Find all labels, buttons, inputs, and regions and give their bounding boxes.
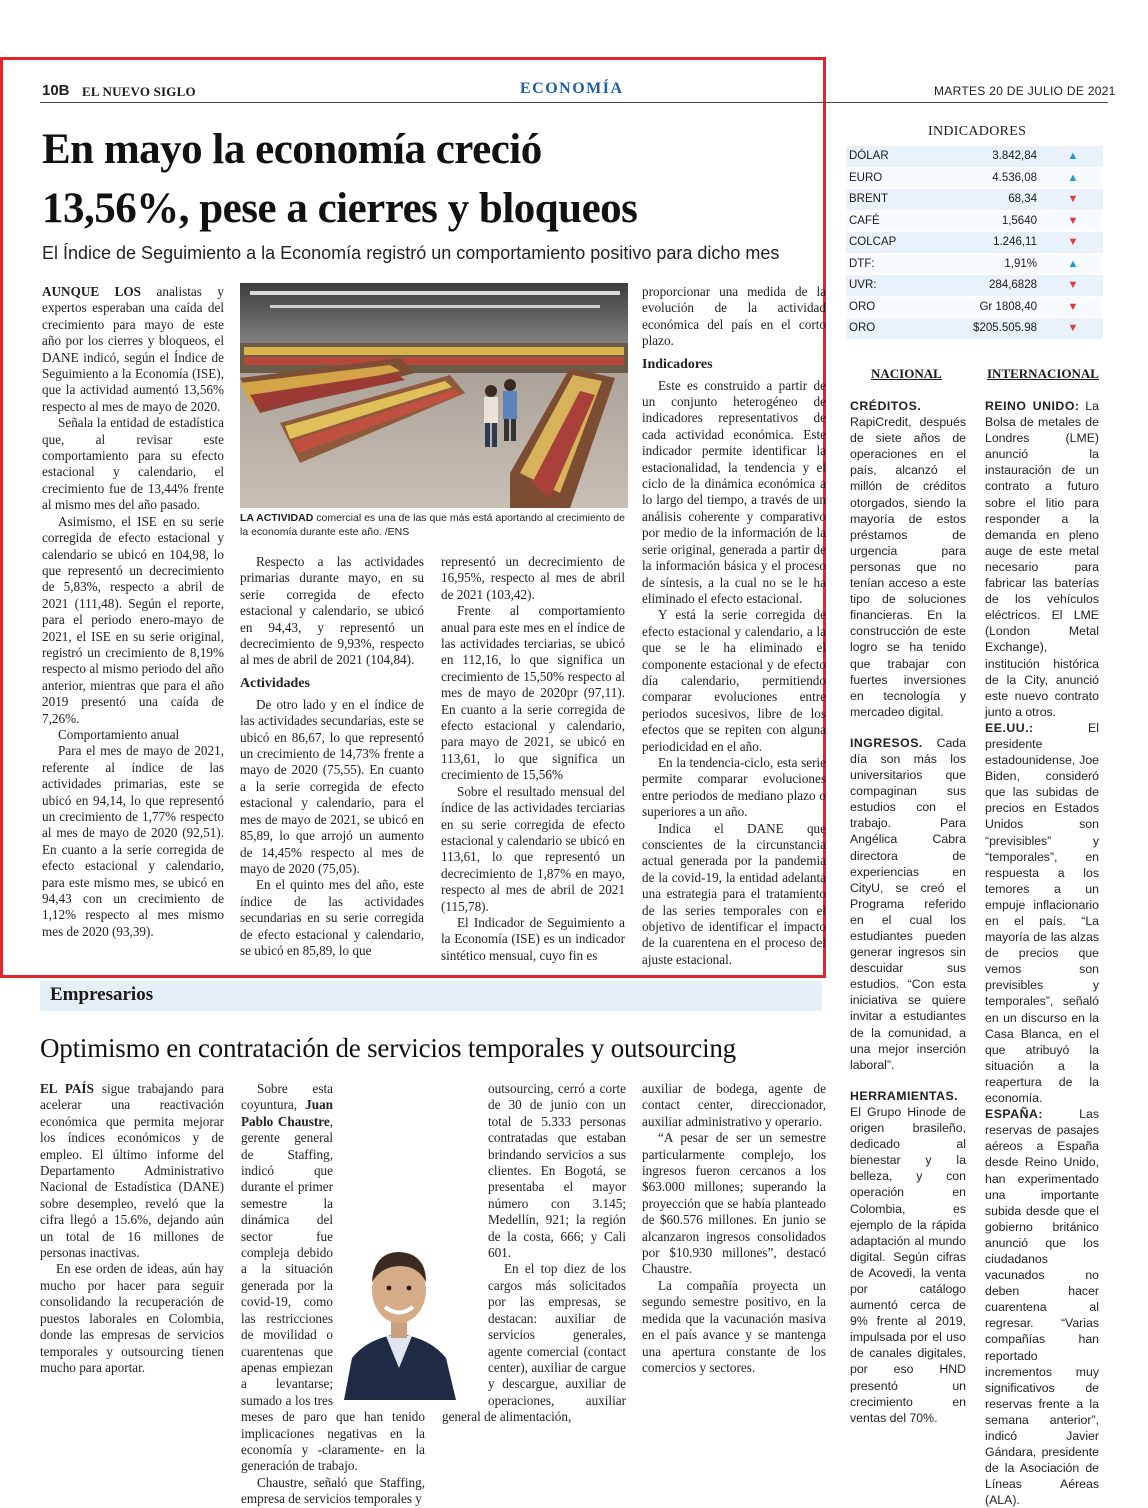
down-arrow-icon: ▼ (1067, 300, 1079, 313)
indicator-trend (1043, 189, 1103, 211)
empresarios-column-1 (40, 1081, 224, 1376)
indicator-row (846, 232, 1103, 254)
indicator-value: $205.505.98 (929, 318, 1043, 340)
article-column-3 (441, 554, 625, 964)
main-headline (42, 120, 822, 238)
paragraph: Y está la serie corregida de efecto estacional y calendario, a la que se le ha eliminado el componente estacional y de efecto día calendario, permitiendo comparar evoluciones entre periodos sucesivos, libre de los efectos que se repiten con alguna periodicidad en el año. (642, 607, 826, 754)
paragraph: Asimismo, el ISE en su serie corregida de efecto estacional y calendario se ubicó en 104,98, lo que representó un decrecimiento de 5,83%, respecto a abril de 2021 (111,48). Según el reporte, para el periodo enero-mayo de 2021, el ISE en su serie original, registró un crecimiento de 8,19% respecto al mismo periodo del año anterior, mientras que para el año 2019 presentó una caída de 7,26%. (42, 513, 224, 726)
down-arrow-icon: ▼ (1067, 193, 1079, 206)
brief-item: HERRAMIENTAS. El Grupo Hinode de origen brasileño, dedicado al bienestar y la belleza, y con operación en Colombia, es ejemplo de la rápida adaptación al mundo digital. Según cifras de Acovedi, la venta por catálogo aumentó cerca de 9% frente al 2019, impulsada por el uso de canales digitales, por eso HND presentó un crecimiento en ventas del 70%. (850, 1088, 966, 1425)
down-arrow-icon: ▼ (1067, 279, 1079, 292)
paragraph: Frente al comportamiento anual para este mes en el índice de las actividades terciarias, se ubicó en 112,16, lo que significa un crecimiento de 15,50% respecto al mes de mayo de 2020pr (97,11). En cuanto a la serie corregida de efecto estacional y calendario, para mayo de 2021, se ubicó en 113,61, lo que significa un crecimiento de 15,56% (441, 603, 625, 783)
brief-item: CRÉDITOS. RapiCredit, después de siete años de operaciones en el país, alcanzó el millón de créditos otorgados, siendo la mayoría de estos préstamos de urgencia para personas que no tenían acceso a este tipo de soluciones financieras. En la construcción de este logro se ha tenido que trabajar con fuertes inversiones en tecnología y mercadeo digital. (850, 399, 966, 719)
indicator-value: 284,6828 (929, 275, 1043, 297)
headline-line-1: En mayo la economía creció (42, 126, 542, 173)
paragraph: En la tendencia-ciclo, esta serie permite comparar evoluciones entre periodos de mediano plazo o superiores a un año. (642, 754, 826, 820)
article-column-4 (642, 284, 826, 968)
subheading: Indicadores (642, 356, 713, 372)
indicators-title: INDICADORES (928, 124, 1027, 139)
photo-caption: LA ACTIVIDAD comercial es una de las que más está aportando al crecimiento de la economía durante este año. /ENS (240, 512, 625, 538)
indicator-value: 68,34 (929, 189, 1043, 211)
empresarios-band (40, 981, 822, 1011)
down-arrow-icon: ▼ (1067, 236, 1079, 249)
indicator-row (846, 318, 1103, 340)
indicator-name: ORO (846, 296, 929, 318)
page-number: 10B (42, 82, 70, 99)
paragraph: El Indicador de Seguimiento a la Economía (ISE) es un indicador sintético mensual, cuyo fin es (441, 914, 625, 963)
indicator-name: CAFÉ (846, 210, 929, 232)
paragraph: “A pesar de ser un semestre particularmente complejo, los ingresos fueron cercanos a los $63.000 millones; superando la proyección que se había planteado de $60.576 millones. En junio se alcanzaron ingresos consolidados por $10.930 millones”, destacó Chaustre. (642, 1130, 826, 1277)
paragraph: Para el mes de mayo de 2021, referente al índice de las actividades primarias, este se ubicó en 94,14, lo que representó un crecimiento de 1,77% respecto al mes de mayo de 2020 (92,51). En cuanto a la serie corregida de efecto estacional y calendario, para este mismo mes, se ubicó en 94,43 con un crecimiento de 1,12% respecto al mes mismo mes de 2020 (93,39). (42, 743, 224, 939)
indicator-name: COLCAP (846, 232, 929, 254)
indicator-name: BRENT (846, 189, 929, 211)
indicator-trend (1043, 253, 1103, 275)
indicator-trend (1043, 167, 1103, 189)
paragraph: proporcionar una medida de la evolución de la actividad económica del país en el corto plazo. (642, 284, 826, 349)
paragraph: AUNQUE LOS analistas y expertos esperaban una caída del crecimiento para mayo de este año por los cierres y bloqueos, el DANE indicó, según el Índice de Seguimiento a la Economía (ISE), que la actividad aumentó 13,56% respecto al mes de mayo de 2020. (42, 284, 224, 414)
header-rule (40, 102, 1108, 103)
subheading: Actividades (240, 675, 310, 691)
up-arrow-icon: ▲ (1067, 150, 1079, 163)
paragraph: Sobre esta coyuntura, Juan Pablo Chaustre, gerente general de Staffing, indicó que durante el primer semestre la dinámica del sector fue compleja debido a la situación generada por la covid-19, como las restricciones de movilidad o cuarentenas que apenas empiezan a levantarse; sumado a los tres meses de paro que han tenido implicaciones negativas en la economía y -claramente- en la generación de trabajo. (241, 1081, 425, 1474)
nacional-heading: NACIONAL (871, 366, 942, 381)
indicator-name: EURO (846, 167, 929, 189)
lead-in: AUNQUE LOS (42, 284, 142, 299)
executive-portrait (338, 1208, 460, 1400)
indicator-row (846, 210, 1103, 232)
issue-date: MARTES 20 DE JULIO DE 2021 (934, 84, 1116, 98)
indicator-value: 1,91% (929, 253, 1043, 275)
paragraph: Respecto a las actividades primarias durante mayo, en su serie corregida de efecto estacional y calendario, se ubicó en 94,43, y representó un decrecimiento de 9,93%, respecto al mes de abril de 2021 (104,84). (240, 554, 424, 668)
indicator-row (846, 253, 1103, 275)
indicator-row (846, 296, 1103, 318)
indicator-value: 3.842,84 (929, 146, 1043, 167)
main-subhead: El Índice de Seguimiento a la Economía registró un comportamiento positivo para dicho mes (42, 243, 780, 263)
paragraph: Este es construido a partir de un conjunto heterogéneo de indicadores representativos de cada actividad económica. Este indicador permite identificar la estacionalidad, la tendencia y el ciclo de la dinámica económica a lo largo del tiempo, a través de un análisis coherente y comparativo por medio de la información de la serie original, generada a partir de la información básica y el proceso de síntesis, a la cual no se le ha eliminado el efecto estacional. (642, 377, 826, 606)
up-arrow-icon: ▲ (1067, 171, 1079, 184)
down-arrow-icon: ▼ (1067, 214, 1079, 227)
paragraph: De otro lado y en el índice de las actividades secundarias, este se ubicó en 86,67, lo que representó un crecimiento de 14,73% frente a mayo de 2020 (75,55). En cuanto a la serie corregida de efecto estacional y calendario, para el mes de mayo de 2021, se ubicó en 85,89, lo que arrojó un aumento de 14,45% respecto al mes de mayo de 2020 (75,05). (240, 696, 424, 876)
nacional-column (850, 398, 966, 1441)
indicator-value: Gr 1808,40 (929, 296, 1043, 318)
paragraph: La compañía proyecta un segundo semestre positivo, en la medida que la vacunación masiva en el país avance y se mantenga una apertura constante de los comercios y sectores. (642, 1277, 826, 1375)
article-column-1 (42, 284, 224, 940)
paragraph: representó un decrecimiento de 16,95%, respecto al mes de abril de 2021 (103,42). (441, 554, 625, 602)
up-arrow-icon: ▲ (1067, 257, 1079, 270)
indicator-row (846, 275, 1103, 297)
indicator-row (846, 189, 1103, 211)
section-title: ECONOMÍA (520, 80, 624, 97)
paragraph: Chaustre, señaló que Staffing, empresa de servicios temporales y (241, 1474, 425, 1507)
indicator-row (846, 167, 1103, 189)
paragraph: En el quinto mes del año, este índice de las actividades secundarias en su serie corregida de efecto estacional y calendario, se ubicó en 85,89, lo que (240, 877, 424, 958)
indicators-table (846, 146, 1103, 340)
internacional-heading: INTERNACIONAL (987, 366, 1099, 381)
headline-line-2: 13,56%, pese a cierres y bloqueos (42, 185, 638, 232)
paragraph: Comportamiento anual (58, 726, 180, 742)
empresarios-label: Empresarios (50, 984, 154, 1005)
down-arrow-icon: ▼ (1067, 322, 1079, 335)
indicator-trend (1043, 232, 1103, 254)
paragraph: auxiliar de bodega, agente de contact center, direccionador, auxiliar administrativo y operario. (642, 1081, 826, 1129)
paragraph: EL PAÍS sigue trabajando para acelerar una reactivación económica que permita mejorar los índices económicos y de empleo. El último informe del Departamento Administrativo Nacional de Estadística (DANE) sobre desempleo, reveló que la cifra llegó a 15.6%, dejando aún un total de 16 millones de personas inactivas. (40, 1081, 224, 1261)
paragraph: En ese orden de ideas, aún hay mucho por hacer para seguir consolidando la recuperación de puestos laborales en Colombia, donde las empresas de servicios temporales y outsourcing tienen mucho para aportar. (40, 1261, 224, 1375)
indicator-value: 1.246,11 (929, 232, 1043, 254)
indicator-trend (1043, 275, 1103, 297)
indicator-name: UVR: (846, 275, 929, 297)
indicator-trend (1043, 296, 1103, 318)
brief-item: REINO UNIDO: La Bolsa de metales de Londres (LME) anunció la instauración de un contrato a futuro sobre el litio para responder a la demanda en pleno auge de este metal necesario para fabricar las baterías de los vehículos eléctricos. El LME (London Metal Exchange), institución histórica de la City, anunció este nuevo contrato junto a otros. (985, 399, 1099, 719)
empresarios-column-4 (642, 1081, 826, 1376)
indicator-trend (1043, 318, 1103, 340)
newspaper-name: EL NUEVO SIGLO (82, 84, 196, 99)
paragraph: En el top diez de los cargos más solicitados por las empresas, se destacan: auxiliar de servicios generales, agente comercial (contact center), auxiliar de cargue y descargue, auxiliar de operaciones, auxiliar general de alimentación, (442, 1261, 626, 1425)
article-column-2 (240, 554, 424, 959)
brief-item: ESPAÑA: Las reservas de pasajes aéreos a España desde Reino Unido, han experimentado una importante subida desde que el gobierno británico anunció que los ciudadanos vacunados no deben hacer cuarentena al regresar. “Varias compañías han reportado incrementos muy significativos de reservas frente a la semana anterior”, indicó Javier Gándara, presidente de la Asociación de Líneas Aéreas (ALA). (985, 1107, 1099, 1508)
paragraph: Señala la entidad de estadística que, al revisar este comportamiento para su efecto estacional y calendario, el crecimiento fue de 13,44% frente al mismo mes del año pasado. (42, 415, 224, 513)
paragraph: outsourcing, cerró a corte de 30 de junio con un total de 5.333 personas contratadas que estaban brindando servicios a sus clientes. En Bogotá, se presentaba el mayor número con 3.145; Medellín, 921; la región de la costa, 666; y Cali 601. (488, 1081, 626, 1261)
paragraph: Indica el DANE que conscientes de la circunstancia actual generada por la pandemia de la covid-19, la entidad adelanta una estrategia para el tratamiento de las series temporales con el objetivo de identificar el impacto de la cuarentena en el proceso del ajuste estacional. (642, 820, 826, 967)
indicator-name: DÓLAR (846, 146, 929, 167)
indicator-value: 4.536,08 (929, 167, 1043, 189)
internacional-column (985, 398, 1099, 1508)
brief-item: EE.UU.: El presidente estadounidense, Joe Biden, consideró que las subidas de precios en Estados Unidos son “previsibles” y “temporales”, en respuesta a los temores a un empuje inflacionario en el país. “La mayoría de las alzas de precios que vemos son previsibles y temporales”, señaló en un discurso en la Casa Blanca, en el que atribuyó la situación a la reapertura de la economía. (985, 720, 1099, 1106)
indicator-trend (1043, 146, 1103, 167)
brief-item: INGRESOS. Cada día son más los universitarios que compaginan sus estudios con el trabajo. Para Angélica Cabra directora de experiencias en CityU, se creó el Programa referido en el cual los estudiantes pueden generar ingresos sin descuidar sus estudios. “Con esta iniciativa se quiere invitar a estudiantes de la comunidad, a una mejor inserción laboral”. (850, 735, 966, 1072)
indicator-trend (1043, 210, 1103, 232)
indicator-name: ORO (846, 318, 929, 340)
paragraph: Sobre el resultado mensual del índice de las actividades terciarias en su serie corregida de efecto estacional y calendario se ubicó en 113,61, lo que representó un decrecimiento de 1,87% en mayo, respecto al mes de abril de 2021 (115,78). (441, 783, 625, 914)
empresarios-column-3 (442, 1081, 626, 1426)
indicator-row (846, 146, 1103, 167)
indicator-value: 1,5640 (929, 210, 1043, 232)
empresarios-headline: Optimismo en contratación de servicios temporales y outsourcing (40, 1033, 736, 1063)
supermarket-photo (240, 283, 628, 508)
indicator-name: DTF: (846, 253, 929, 275)
